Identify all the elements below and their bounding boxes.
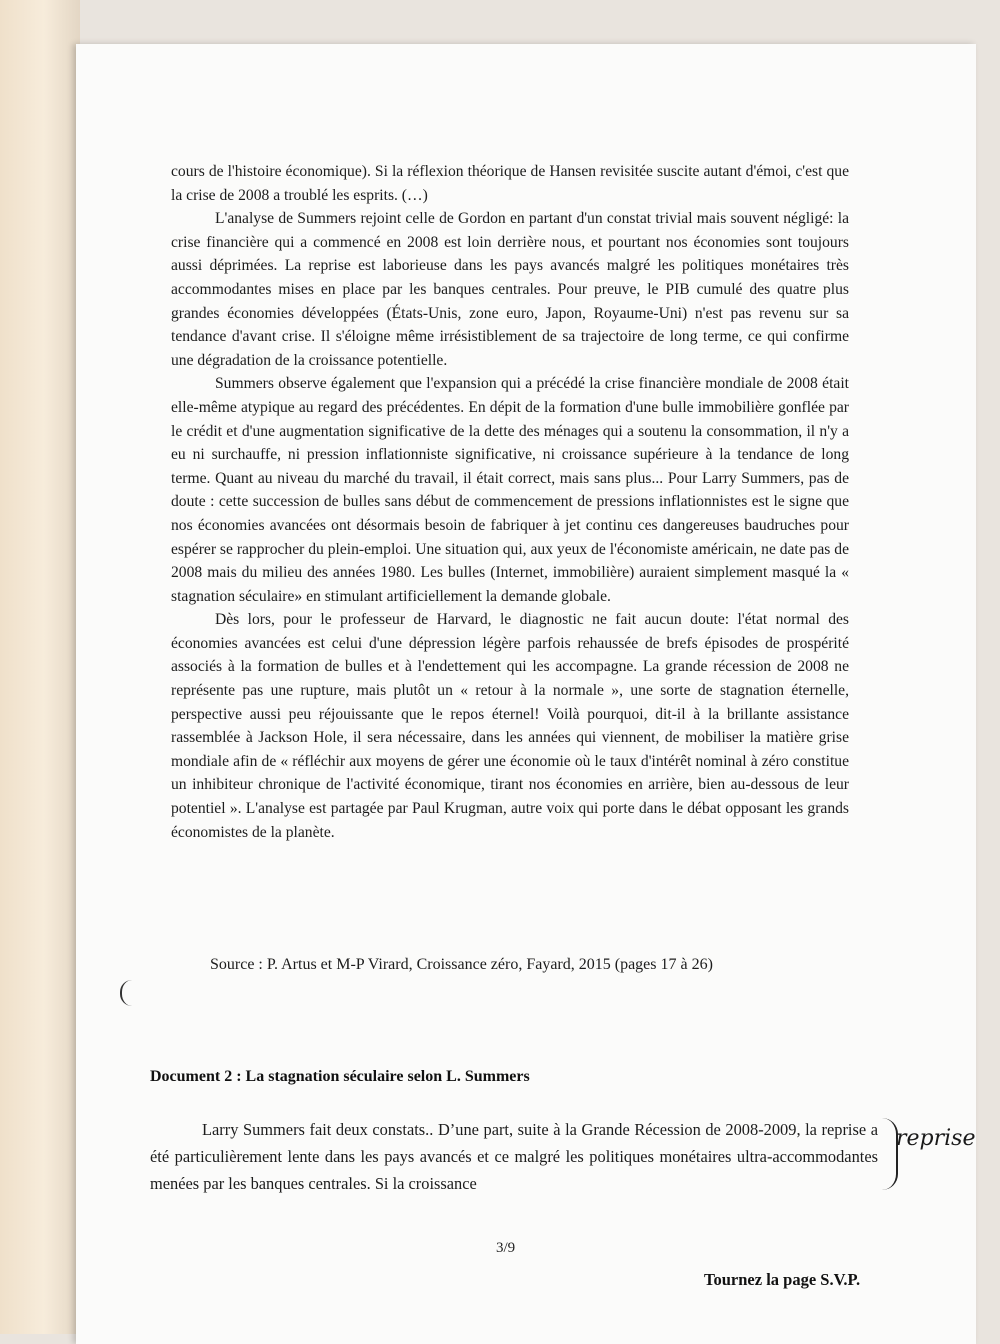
document2-paragraph: Larry Summers fait deux constats.. D’une part, suite à la Grande Récession de 2008-2009, la reprise a été particulièrement lente dans les pays avancés et ce malgré les politiques monétaires ultra-accommodantes menées par les banques centrales. Si la croissance: [150, 1120, 878, 1193]
handwritten-annotation: reprise: [896, 1126, 976, 1151]
left-page-edge: [0, 0, 80, 1334]
paragraph-2: L'analyse de Summers rejoint celle de Gordon en partant d'un constat trivial mais souvent négligé: la crise financière qui a commencé en 2008 est loin derrière nous, et pourtant nos économies sont toujours aussi déprimées. La reprise est laborieuse dans les pays avancés malgré les politiques monétaires très accommodantes mises en place par les banques centrales. Pour preuve, le PIB cumulé des quatre plus grandes économies développées (États-Unis, zone euro, Japon, Royaume-Uni) n'est pas revenu sur sa tendance d'avant crise. Il s'éloigne même irrésistiblement de sa trajectoire de long terme, ce qui confirme une dégradation de la croissance potentielle.: [171, 210, 849, 369]
paragraph-1: cours de l'histoire économique). Si la réflexion théorique de Hansen revisitée suscite autant d'émoi, c'est que la crise de 2008 a troublé les esprits. (…): [171, 163, 849, 204]
document2-text: [150, 1116, 878, 1197]
document2-heading: Document 2 : La stagnation séculaire selon L. Summers: [150, 1068, 530, 1085]
document-page: [76, 44, 976, 1344]
page-number: 3/9: [496, 1240, 516, 1256]
paragraph-4: Dès lors, pour le professeur de Harvard, le diagnostic ne fait aucun doute: l'état normal des économies avancées est celui d'une dépression légère parfois rehaussée de brefs épisodes de prospérité associés à la formation de bulles et à l'endettement qui les accompagne. La grande récession de 2008 ne représente pas une rupture, mais plutôt un « retour à la normale », une sorte de stagnation éternelle, perspective aussi peu réjouissante que le repos éternel! Voilà pourquoi, dit-il à la brillante assistance rassemblée à Jackson Hole, il sera nécessaire, dans les années qui viennent, de mobiliser la matière grise mondiale afin de « réfléchir aux moyens de gérer une économie où le taux d'intérêt nominal à zéro constitue un inhibiteur chronique de l'activité économique, tirant nos économies en arrière, bien au-dessous de leur potentiel ». L'analyse est partagée par Paul Krugman, autre voix qui porte dans le débat opposant les grands économistes de la planète.: [171, 611, 849, 841]
document1-text: [171, 160, 849, 844]
paragraph-3: Summers observe également que l'expansion qui a précédé la crise financière mondiale de 2008 était elle-même atypique au regard des précédentes. En dépit de la formation d'une bulle immobilière gonflée par le crédit et d'une augmentation significative de la dette des ménages qui a soutenu la consommation, il n'y a eu ni surchauffe, ni pression inflationniste significative, ni croissance supérieure à la tendance de long terme. Quant au niveau du marché du travail, il était correct, mais sans plus... Pour Larry Summers, pas de doute : cette succession de bulles sans début de commencement de pressions inflationnistes est le signe que nos économies avancées ont désormais besoin de fabriquer à jet continu ces dangereuses baudruches pour espérer se rapprocher du plein-emploi. Une situation qui, aux yeux de l'économiste américain, ne date pas de 2008 mais du milieu des années 1980. Les bulles (Internet, immobilière) auraient simplement masqué la « stagnation séculaire» en stimulant artificiellement la demande globale.: [171, 375, 849, 605]
source-citation: Source : P. Artus et M-P Virard, Croissance zéro, Fayard, 2015 (pages 17 à 26): [210, 956, 713, 973]
margin-pen-mark: [120, 980, 132, 1006]
turn-page-note: Tournez la page S.V.P.: [704, 1270, 861, 1289]
